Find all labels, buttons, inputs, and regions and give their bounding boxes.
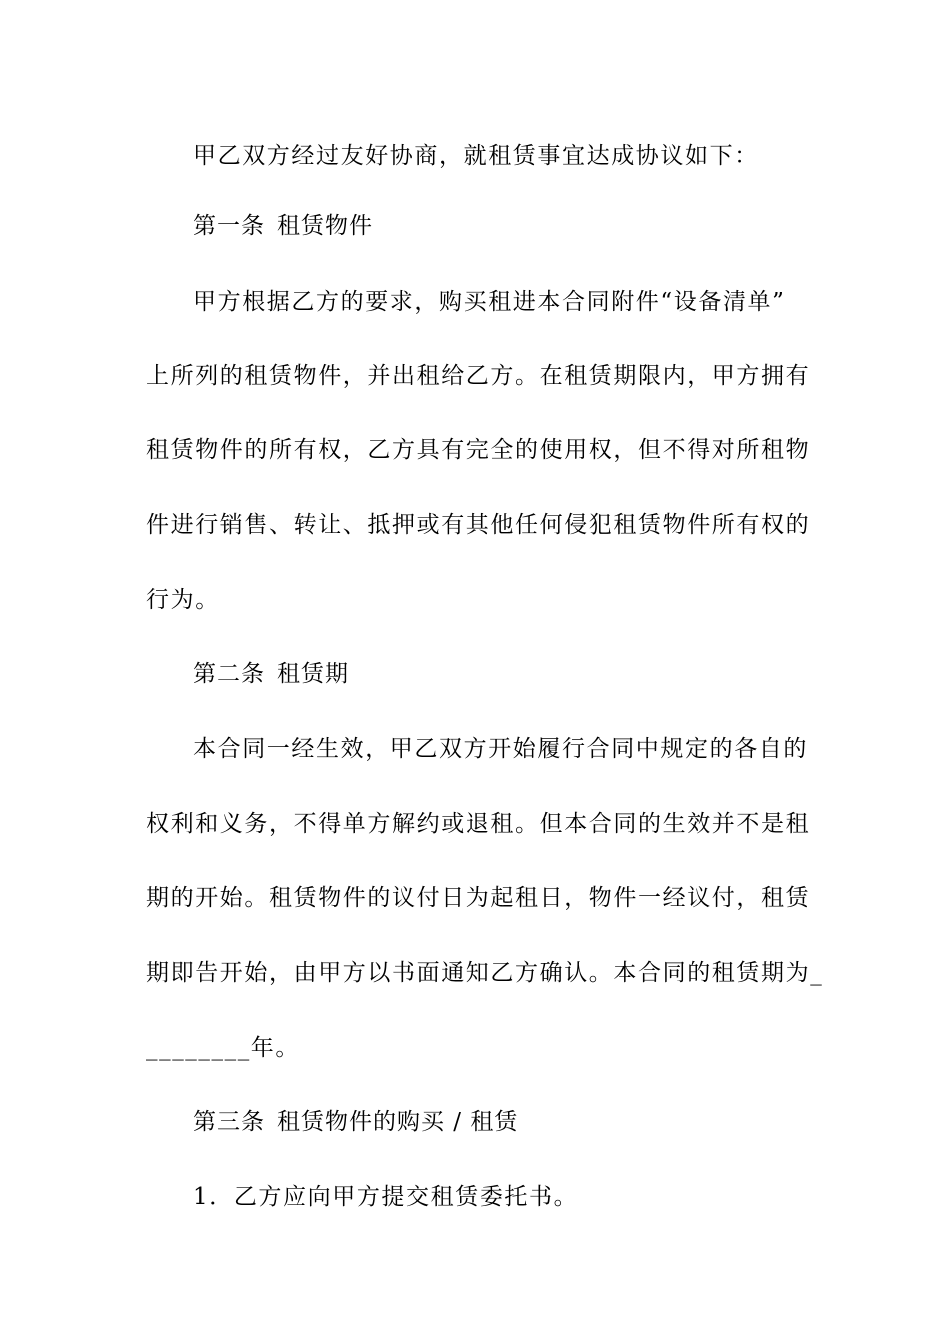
article-3-heading <box>193 1107 863 1137</box>
article-1-heading <box>193 211 863 241</box>
intro-paragraph: 甲乙双方经过友好协商，就租赁事宜达成协议如下： <box>193 143 759 169</box>
article-1-line: 上所列的租赁物件，并出租给乙方。在租赁期限内，甲方拥有 <box>146 363 811 389</box>
article-2-line: 期即告开始，由甲方以书面通知乙方确认。本合同的租赁期为_ <box>146 960 824 986</box>
article-1-line: 甲方根据乙方的要求，购买租进本合同附件“设备清单” <box>193 289 786 315</box>
article-1-line: 件进行销售、转让、抵押或有其他任何侵犯租赁物件所有权的 <box>146 512 811 538</box>
article-1-number: 第一条 <box>193 213 265 239</box>
article-1-line: 租赁物件的所有权，乙方具有完全的使用权，但不得对所租物 <box>146 437 811 463</box>
article-2-heading <box>193 659 863 689</box>
article-3-title: 租赁物件的购买 / 租赁 <box>277 1109 519 1135</box>
article-2-number: 第二条 <box>193 661 265 687</box>
article-1-line: 行为。 <box>146 587 220 613</box>
article-2-line: 权利和义务，不得单方解约或退租。但本合同的生效并不是租 <box>146 811 811 837</box>
article-3-item: 1．乙方应向甲方提交租赁委托书。 <box>193 1184 579 1210</box>
article-2-line: 本合同一经生效，甲乙双方开始履行合同中规定的各自的 <box>193 736 808 762</box>
article-2-line: ________年。 <box>146 1035 300 1061</box>
article-1-title: 租赁物件 <box>277 213 373 239</box>
article-2-line: 期的开始。租赁物件的议付日为起租日，物件一经议付，租赁 <box>146 885 811 911</box>
article-2-title: 租赁期 <box>277 661 349 687</box>
article-3-number: 第三条 <box>193 1109 265 1135</box>
